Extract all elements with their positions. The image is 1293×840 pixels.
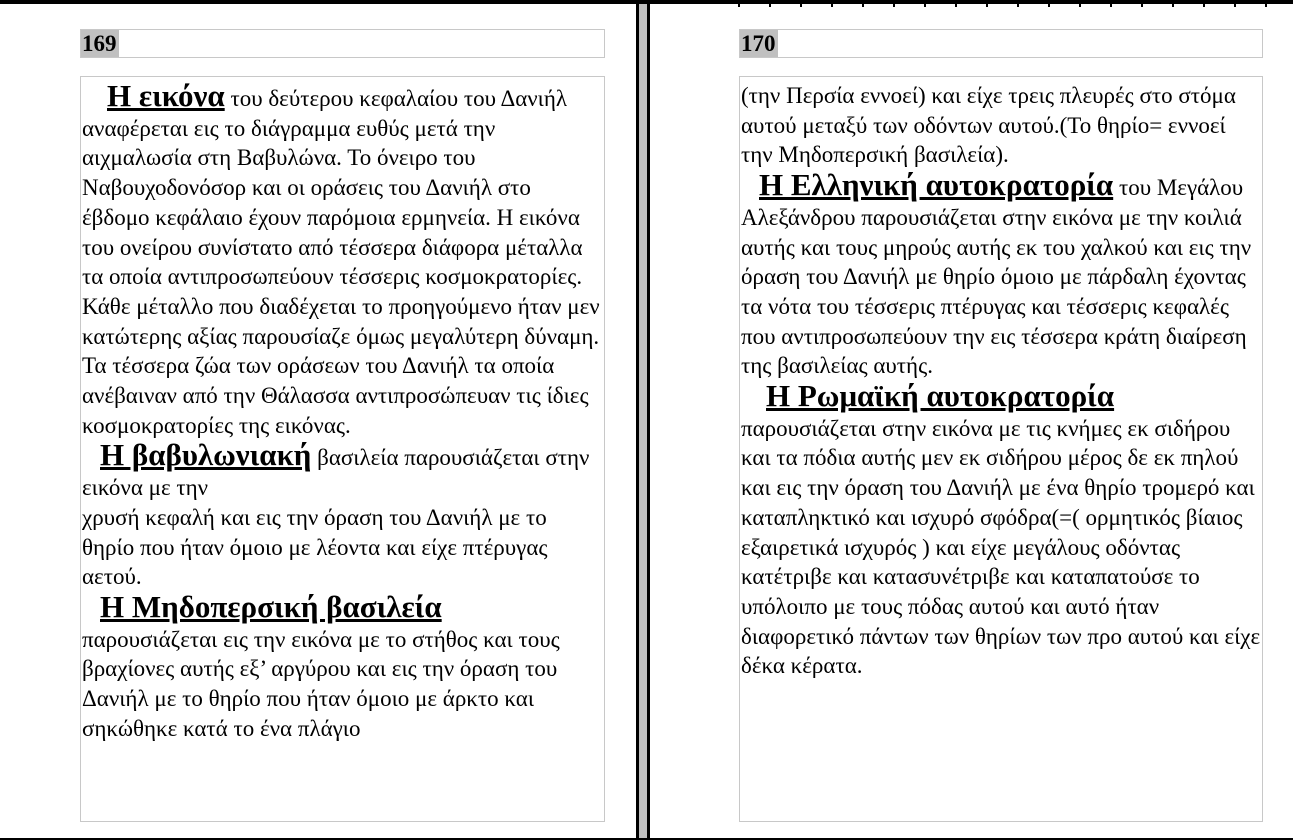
ruler-tick [1079,0,1081,7]
ruler-tick [1141,0,1143,7]
ruler-tick [1048,0,1050,7]
ruler-tick [924,0,926,7]
ruler-tick [1110,0,1112,7]
left-heading-babylonian: Η βαβυλωνιακή [100,437,312,473]
ruler-tick [1265,0,1267,7]
left-page-body[interactable] [80,76,605,822]
ruler-tick [1172,0,1174,7]
right-page-header [739,29,1263,58]
ruler-tick [1017,0,1019,7]
ruler-tick [986,0,988,7]
right-paragraph-3 [741,378,1262,414]
ruler-tick [738,0,740,7]
ruler-tick [862,0,864,7]
left-heading-image: Η εικόνα [107,78,225,113]
left-page-number: 169 [82,31,117,56]
left-paragraph-1 [82,78,604,440]
ruler-tick [1203,0,1205,7]
right-heading-hellenic: Η Ελληνική αυτοκρατορία [759,167,1114,203]
left-paragraph-5: παρουσιάζεται εις την εικόνα με το στήθος και τους βραχίονες αυτής εξ’ αργύρου και εις την όραση του Δανιήλ με το θηρίο που ήταν όμοιο με άρκτο και σηκώθηκε κατά το ένα πλάγιο [82,626,560,741]
left-paragraph-3: χρυσή κεφαλή και εις την όραση του Δανιήλ με το θηρίο που ήταν όμοιο με λέοντα και είχε πτέρυγας αετού. [82,504,548,590]
ruler-tick [893,0,895,7]
ruler-tick [769,0,771,7]
right-paragraph-1: (την Περσία εννοεί) και είχε τρεις πλευρές στο στόμα αυτού μεταξύ των οδόντων αυτού.(Το θηρίο= εννοεί την Μηδοπερσική βασιλεία). [741,83,1236,168]
right-page-body[interactable] [739,76,1263,822]
left-paragraph-2-text: βασιλεία παρουσιάζεται στην εικόνα με την [82,445,590,501]
right-paragraph-4: παρουσιάζεται στην εικόνα με τις κνήμες εκ σιδήρου και τα πόδια αυτής μεν εκ σιδήρου μέρος δε εκ πηλού και εις την όραση του Δανιήλ με ένα θηρίο τρομερό και καταπληκτικό και ισχυρό σφόδρα(=( ορμητικός βίαιος εξαιρετικά ισχυρός ) και είχε μεγάλους οδόντας κατέτριβε και κατασυνέτριβε και καταπατούσε το υπόλοιπο με τους πόδας αυτού και αυτό ήταν διαφορετικό πάντων των θηρίων των προ αυτού και είχε δέκα κέρατα. [741,415,1261,679]
ruler-tick [1234,0,1236,7]
ruler-tick [831,0,833,7]
ruler-tick [800,0,802,7]
ruler-ticks [728,0,1293,8]
page-divider[interactable] [636,4,650,840]
right-page-number: 170 [741,31,776,56]
left-page-header [80,29,605,58]
right-paragraph-2-text: του Μεγάλου Αλεξάνδρου παρουσιάζεται στην εικόνα με την κοιλιά αυτής και τους μηρούς αυτής εκ του χαλκού και εις την όραση του Δανιήλ με θηρίο όμοιο με πάρδαλη έχοντας τα νότα του τέσσερις πτέρυγας και τέσσερις κεφαλές που αντιπροσωπεύουν την εις τέσσερα κράτη διαίρεση της βασιλείας αυτής. [741,175,1252,379]
left-heading-medopersian: Η Μηδοπερσική βασιλεία [100,588,442,624]
left-paragraph-4 [82,588,604,625]
right-heading-roman: Η Ρωμαϊκή αυτοκρατορία [766,378,1115,414]
right-paragraph-2 [741,167,1262,381]
left-paragraph-2 [82,437,604,502]
left-paragraph-1-text: του δεύτερου κεφαλαίου του Δανιήλ αναφέρεται εις το διάγραμμα ευθύς μετά την αιχμαλωσία στη Βαβυλώνα. Το όνειρο του Ναβουχοδονόσορ και οι οράσεις του Δανιήλ στο έβδομο κεφάλαιο έχουν παρόμοια ερμηνεία. Η εικόνα του ονείρου συνίστατο από τέσσερα διάφορα μέταλλα τα οποία αντιπροσωπεύουν τέσσερις κοσμοκρατορίες. Κάθε μέταλλο που διαδέχεται το προηγούμενο ήταν μεν κατώτερης αξίας παρουσίαζε όμως μεγαλύτερη δύναμη. Τα τέσσερα ζώα των οράσεων του Δανιήλ τα οποία ανέβαιναν από την Θάλασσα αντιπροσώπευαν τις ίδιες κοσμοκρατορίες της εικόνας. [82,86,600,438]
ruler-tick [955,0,957,7]
